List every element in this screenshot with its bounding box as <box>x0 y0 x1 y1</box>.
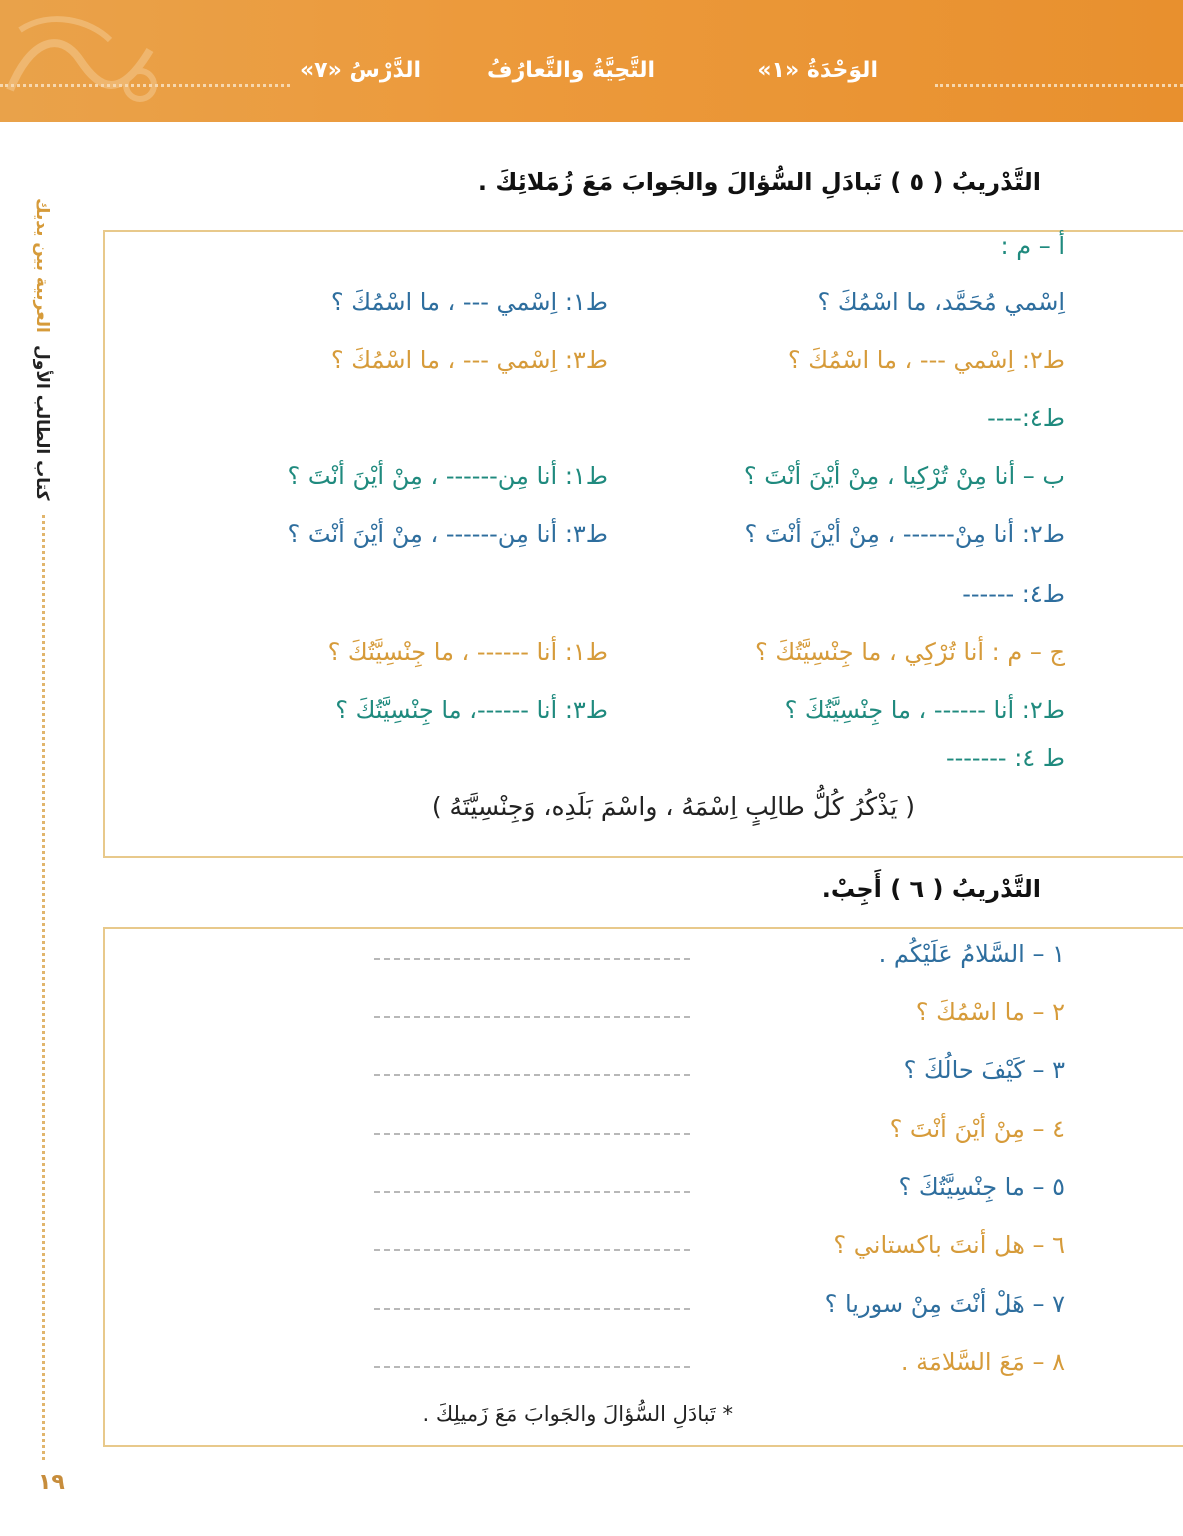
header-banner <box>0 0 1183 122</box>
ex5-row9: ط ٤: ------- <box>945 744 1065 772</box>
sidebar-ornament <box>42 515 51 1460</box>
ex5-row1-left: ط١: اِسْمي --- ، ما اسْمُكَ ؟ <box>330 288 608 316</box>
ex6-answer-line-8[interactable] <box>374 1366 690 1368</box>
book-title: العربية بين يديك <box>32 198 52 333</box>
exercise6-title: التَّدْريبُ ( ٦ ) أَجِبْ. <box>821 875 1041 903</box>
ex6-question-2: ٢ – ما اسْمُكَ ؟ <box>915 998 1065 1026</box>
ex6-question-5: ٥ – ما جِنْسِيَّتُكَ ؟ <box>898 1173 1065 1201</box>
ex6-answer-line-1[interactable] <box>374 958 690 960</box>
ex5-row7-right: ج – م : أنا تُرْكِي ، ما جِنْسِيَّتُكَ ؟ <box>755 638 1065 666</box>
ex5-row6: ط٤: ------ <box>962 580 1065 608</box>
ex6-question-3: ٣ – كَيْفَ حالُكَ ؟ <box>903 1056 1065 1084</box>
ex5-row7-left: ط١: أنا ------ ، ما جِنْسِيَّتُكَ ؟ <box>327 638 608 666</box>
ex6-answer-line-3[interactable] <box>374 1074 690 1076</box>
ex6-question-4: ٤ – مِنْ أيْنَ أنْتَ ؟ <box>889 1115 1065 1143</box>
ex5-row8-right: ط٢: أنا ------ ، ما جِنْسِيَّتُكَ ؟ <box>784 696 1065 724</box>
calligraphy-ornament-icon <box>0 0 180 122</box>
ex5-row-a-header: أ – م : <box>1000 232 1065 260</box>
ex6-question-1: ١ – السَّلامُ عَلَيْكُم . <box>878 940 1065 968</box>
ex6-footnote: * تَبادَلِ السُّؤالَ والجَوابَ مَعَ زَميلِكَ . <box>422 1402 733 1426</box>
ex5-row4-right: ب – أنا مِنْ تُرْكِيا ، مِنْ أيْنَ أنْتَ ؟ <box>743 462 1065 490</box>
ex5-row3: ط٤:---- <box>987 404 1065 432</box>
ex5-row5-left: ط٣: أنا مِن------ ، مِنْ أيْنَ أنْتَ ؟ <box>287 520 608 548</box>
ex6-answer-line-4[interactable] <box>374 1133 690 1135</box>
ex6-answer-line-5[interactable] <box>374 1191 690 1193</box>
ex6-question-7: ٧ – هَلْ أنْتَ مِنْ سوريا ؟ <box>824 1290 1065 1318</box>
ex5-row8-left: ط٣: أنا ------، ما جِنْسِيَّتُكَ ؟ <box>335 696 608 724</box>
banner-divider-left <box>0 84 290 93</box>
topic-label: التَّحِيَّةُ والتَّعارُفُ <box>487 58 655 83</box>
page-number: ١٩ <box>38 1470 65 1495</box>
ex6-answer-line-2[interactable] <box>374 1016 690 1018</box>
banner-divider-right <box>935 84 1183 93</box>
ex5-row5-right: ط٢: أنا مِنْ------ ، مِنْ أيْنَ أنْتَ ؟ <box>744 520 1065 548</box>
lesson-label: الدَّرْسُ «٧» <box>299 58 421 83</box>
ex6-answer-line-7[interactable] <box>374 1308 690 1310</box>
ex5-note: ( يَذْكُرُ كُلُّ طالِبٍ اِسْمَهُ ، واسْمَ بَلَدِه، وَجِنْسِيَّتَهُ ) <box>431 792 915 821</box>
ex5-row2-left: ط٣: اِسْمي --- ، ما اسْمُكَ ؟ <box>330 346 608 374</box>
book-subtitle: كتاب الطالب الأول <box>32 345 52 501</box>
ex6-question-6: ٦ – هل أنتَ باكستاني ؟ <box>833 1231 1065 1259</box>
exercise5-title: التَّدْريبُ ( ٥ ) تَبادَلِ السُّؤالَ والجَوابَ مَعَ زُمَلائِكَ . <box>477 168 1041 196</box>
ex5-row1-right: اِسْمي مُحَمَّد، ما اسْمُكَ ؟ <box>817 288 1065 316</box>
unit-label: الوَحْدَةُ «١» <box>757 58 878 83</box>
ex6-answer-line-6[interactable] <box>374 1249 690 1251</box>
ex5-row4-left: ط١: أنا مِن------ ، مِنْ أيْنَ أنْتَ ؟ <box>287 462 608 490</box>
ex5-row2-right: ط٢: اِسْمي --- ، ما اسْمُكَ ؟ <box>787 346 1065 374</box>
ex6-question-8: ٨ – مَعَ السَّلامَة . <box>900 1348 1065 1376</box>
